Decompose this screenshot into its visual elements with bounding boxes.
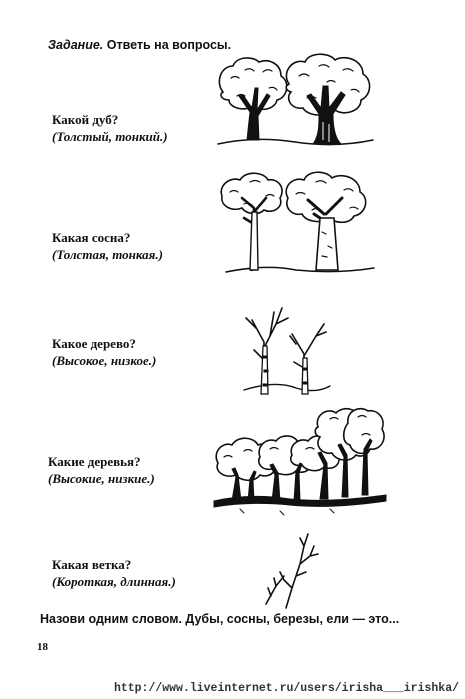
pine-trees-illustration	[216, 168, 376, 280]
oak-trees-illustration	[215, 52, 375, 152]
thin-pine	[221, 173, 282, 270]
question-block-oak	[52, 111, 168, 145]
question-options: (Короткая, длинная.)	[52, 574, 176, 589]
question-text: Какая ветка?	[52, 557, 132, 572]
page-number: 18	[37, 641, 48, 653]
watermark-url: http://www.liveinternet.ru/users/irisha___irishka/	[113, 682, 459, 695]
long-branch	[280, 534, 318, 608]
question-text: Какой дуб?	[52, 112, 119, 127]
question-text: Какое дерево?	[52, 336, 136, 351]
question-text: Какие деревья?	[48, 454, 141, 469]
final-task: Назови одним словом. Дубы, сосны, березы, ели — это...	[40, 612, 400, 626]
question-block-pine	[52, 229, 163, 263]
question-options: (Толстый, тонкий.)	[52, 129, 168, 144]
birch-trees-illustration	[236, 290, 336, 402]
question-options: (Толстая, тонкая.)	[52, 247, 163, 262]
question-text: Какая сосна?	[52, 230, 131, 245]
question-block-tree-height	[52, 335, 156, 369]
question-block-trees-height	[48, 453, 155, 487]
short-birch	[290, 324, 326, 394]
task-label: Задание.	[48, 38, 104, 52]
question-options: (Высокое, низкое.)	[52, 353, 157, 368]
tree-row-illustration	[210, 405, 388, 523]
thick-pine	[286, 172, 365, 270]
task-heading	[48, 38, 231, 52]
thick-oak	[286, 54, 369, 144]
thin-oak	[219, 58, 286, 140]
task-text: Ответь на вопросы.	[103, 38, 232, 52]
branches-illustration	[264, 528, 334, 610]
tall-birch	[246, 308, 288, 394]
question-block-branch	[52, 556, 176, 590]
short-branch	[266, 576, 284, 604]
question-options: (Высокие, низкие.)	[48, 471, 155, 486]
